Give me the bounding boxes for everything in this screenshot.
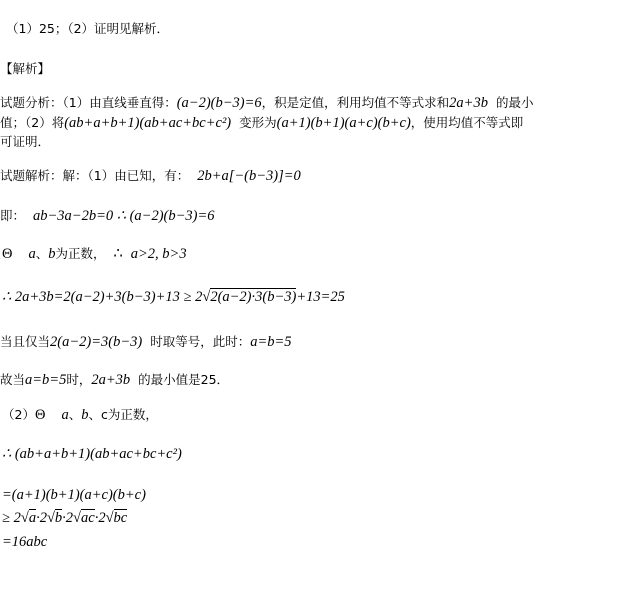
sqrt-ac: ac [81,510,95,526]
equality-text-2: 时取等号，此时： [150,334,251,349]
mul-1: ·2 [36,510,47,526]
part-2-label: （2） [2,407,35,422]
conclusion-eq: a=b=5 [25,372,67,388]
analysis-expr1: 2a+3b [449,95,488,111]
solution-line-1 [0,166,301,186]
analysis-line-1 [0,93,533,113]
mul-3: ·2 [94,510,106,526]
solution-line-5 [0,332,292,352]
sqrt-bc: bc [113,510,128,526]
solution-eq-4a: ∴ 2a+3b=2(a−2)+3(b−3)+13 ≥ 2 [2,289,203,305]
analysis-text-2: 的最小 [495,95,534,110]
mul-2: ·2 [62,510,74,526]
analysis-line-3: 可证明． [0,134,51,149]
var-b: b [48,246,56,262]
analysis-expr3: (a+1)(b+1)(a+c)(b+c) [276,115,411,131]
solution-line-7 [2,405,158,425]
solution-line-6 [0,370,229,390]
conclusion-text-3: 的最小值是25． [138,372,230,387]
positive-text-2: 、c为正数， [88,407,158,422]
analysis-eq1: (a−2)(b−3)=6 [176,95,262,111]
solution-line-10: ≥ 2√a·2√b·2√ac·2√bc [2,510,128,526]
separator: 、 [35,246,49,261]
solution-eq-1: 2b+a[−(b−3)]=0 [197,168,301,184]
solution-line-2 [0,206,215,226]
analysis-text-4: 变形为 [239,115,277,130]
because-symbol: Θ [2,246,13,262]
sqrt-a: a [28,510,37,526]
equality-eq-2: a=b=5 [250,334,292,350]
sqrt-b: b [54,510,63,526]
var-a: a [28,246,36,262]
because-symbol-2: Θ [34,407,46,423]
analysis-heading: 【解析】 [0,61,51,76]
answer-line: （1）25；（2）证明见解析． [6,21,170,36]
solution-eq-2: ab−3a−2b=0 ∴ (a−2)(b−3)=6 [33,208,215,224]
conclusion-expr: 2a+3b [91,372,131,388]
solution-line-3 [2,244,187,264]
var-b-2: b [81,407,89,423]
sqrt-radicand: 2(a−2)·3(b−3) [210,289,297,305]
analysis-label: 试题分析：（1）由直线垂直得： [0,95,177,110]
analysis-text-1: ，积是定值，利用均值不等式求和 [261,95,450,110]
solution-text-2: 即： [0,208,26,223]
solution-line-9: =(a+1)(b+1)(a+c)(b+c) [2,487,146,503]
analysis-line-2 [0,113,523,133]
separator-2: 、 [68,407,82,422]
solution-eq-4b: +13=25 [296,289,345,305]
analysis-text-3: 值；（2）将 [0,115,65,130]
solution-intro: 试题解析：解：（1）由已知，有： [0,168,190,183]
equality-text-1: 当且仅当 [0,334,51,349]
solution-line-4 [2,287,345,307]
equality-eq: 2(a−2)=3(b−3) [50,334,143,350]
solution-line-8: ∴ (ab+a+b+1)(ab+ac+bc+c²) [2,446,182,462]
solution-line-11: =16abc [2,534,48,550]
analysis-expr2: (ab+a+b+1)(ab+ac+bc+c²) [64,115,232,131]
var-a-2: a [61,407,69,423]
ineq-prefix: ≥ 2 [2,510,21,526]
therefore-symbol: ∴ [113,246,123,262]
conclusion-text-2: 时， [66,372,92,387]
sqrt-symbol: √ [202,289,211,305]
solution-eq-3: a>2, b>3 [130,246,187,262]
conclusion-text-1: 故当 [0,372,26,387]
positive-text: 为正数， [55,246,106,261]
analysis-text-5: ，使用均值不等式即 [410,115,524,130]
